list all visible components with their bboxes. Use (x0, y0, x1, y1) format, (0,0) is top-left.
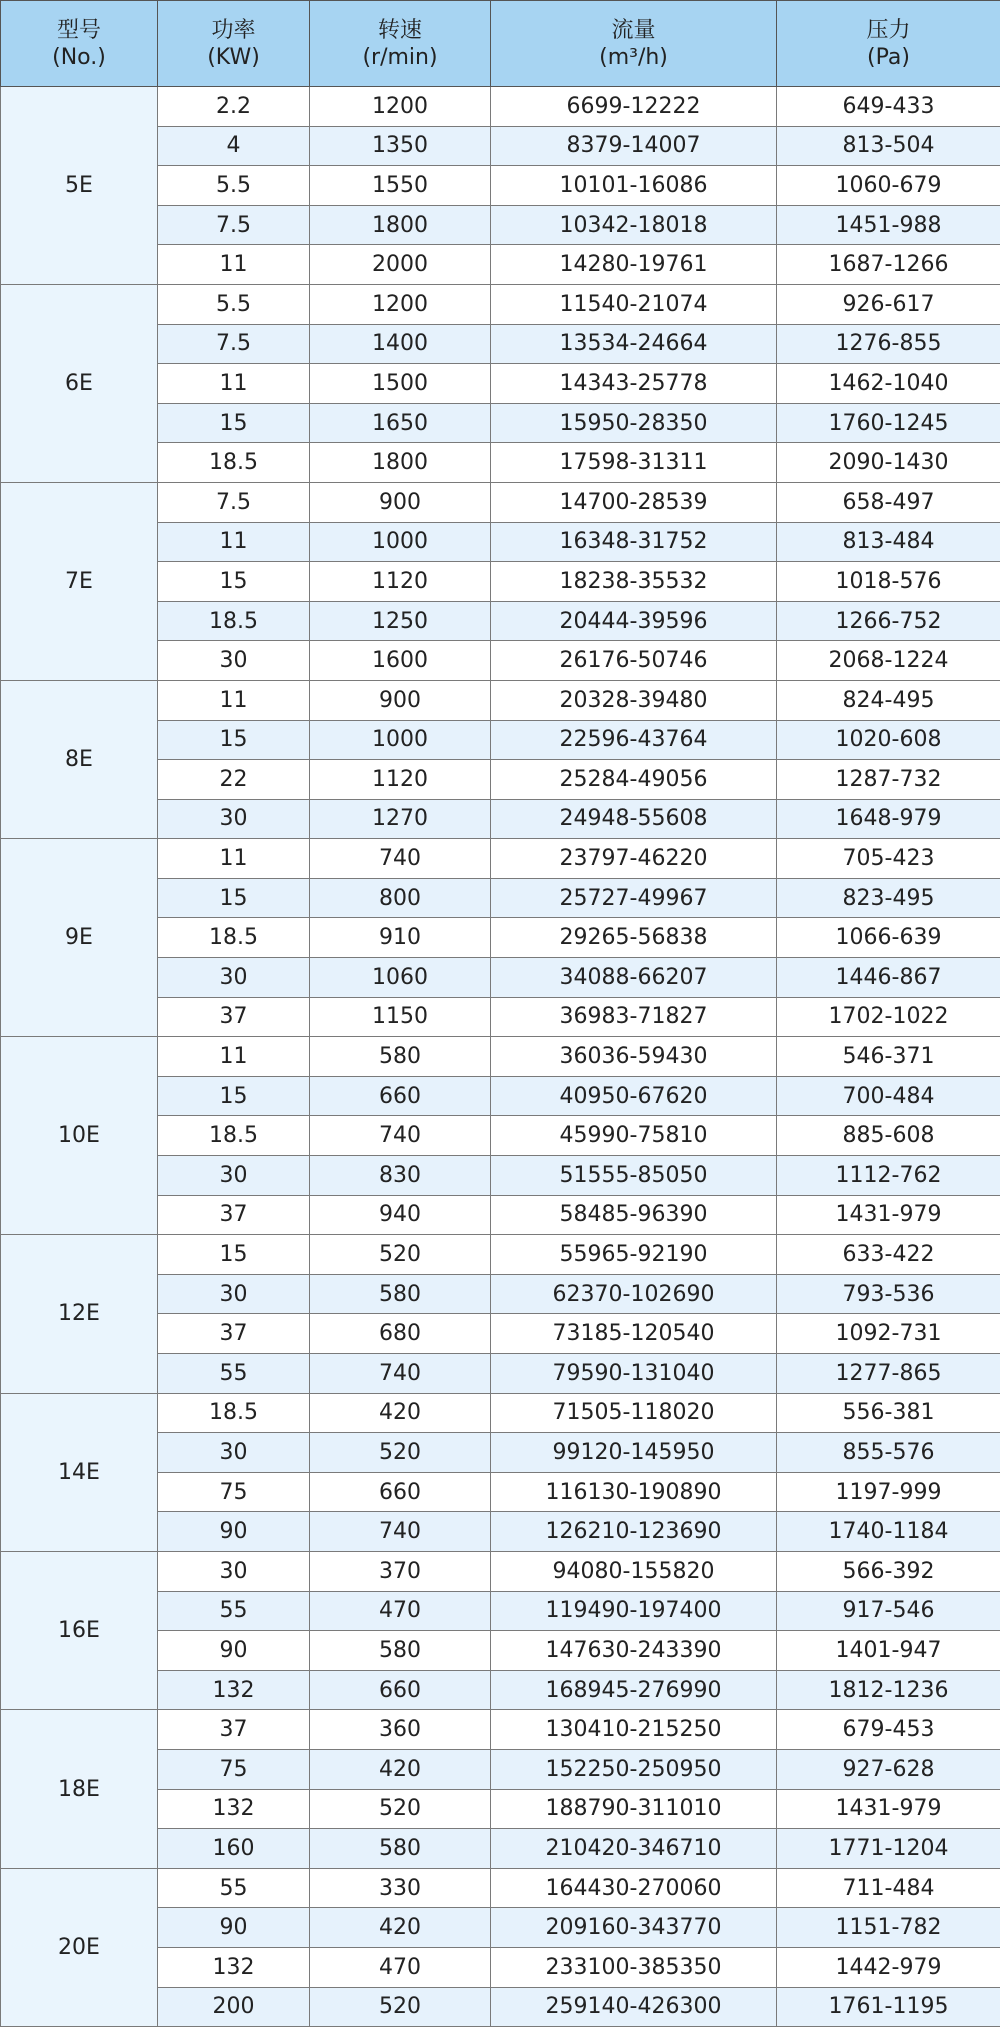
header-pressure-unit: (Pa) (867, 44, 910, 70)
flow-cell: 23797-46220 (491, 839, 777, 879)
flow-cell: 40950-67620 (491, 1076, 777, 1116)
flow-cell: 62370-102690 (491, 1274, 777, 1314)
power-cell: 15 (158, 878, 310, 918)
speed-cell: 370 (310, 1551, 491, 1591)
flow-cell: 34088-66207 (491, 958, 777, 998)
power-cell: 11 (158, 364, 310, 404)
speed-cell: 740 (310, 1512, 491, 1552)
speed-cell: 1800 (310, 205, 491, 245)
table-row (1, 284, 1000, 324)
model-cell: 14E (1, 1393, 158, 1551)
header-row (1, 1, 1000, 87)
power-cell: 7.5 (158, 482, 310, 522)
speed-cell: 580 (310, 1631, 491, 1671)
flow-cell: 58485-96390 (491, 1195, 777, 1235)
speed-cell: 580 (310, 1274, 491, 1314)
power-cell: 11 (158, 245, 310, 285)
flow-cell: 25284-49056 (491, 760, 777, 800)
pressure-cell: 649-433 (777, 87, 1000, 127)
flow-cell: 14343-25778 (491, 364, 777, 404)
power-cell: 30 (158, 1433, 310, 1473)
speed-cell: 660 (310, 1670, 491, 1710)
flow-cell: 13534-24664 (491, 324, 777, 364)
speed-cell: 1400 (310, 324, 491, 364)
pressure-cell: 1462-1040 (777, 364, 1000, 404)
flow-cell: 79590-131040 (491, 1354, 777, 1394)
flow-cell: 20328-39480 (491, 680, 777, 720)
flow-cell: 29265-56838 (491, 918, 777, 958)
speed-cell: 1000 (310, 522, 491, 562)
pressure-cell: 823-495 (777, 878, 1000, 918)
pressure-cell: 1151-782 (777, 1908, 1000, 1948)
flow-cell: 14700-28539 (491, 482, 777, 522)
table-body (1, 87, 1000, 2027)
speed-cell: 1650 (310, 403, 491, 443)
flow-cell: 152250-250950 (491, 1749, 777, 1789)
model-cell: 20E (1, 1868, 158, 2026)
header-speed (310, 1, 491, 87)
flow-cell: 126210-123690 (491, 1512, 777, 1552)
power-cell: 4 (158, 126, 310, 166)
speed-cell: 520 (310, 1789, 491, 1829)
pressure-cell: 926-617 (777, 284, 1000, 324)
header-speed-label: 转速 (377, 17, 422, 43)
model-cell: 12E (1, 1235, 158, 1393)
power-cell: 18.5 (158, 1116, 310, 1156)
flow-cell: 36036-59430 (491, 1037, 777, 1077)
header-power-label: 功率 (211, 17, 256, 43)
power-cell: 37 (158, 1195, 310, 1235)
flow-cell: 8379-14007 (491, 126, 777, 166)
pressure-cell: 658-497 (777, 482, 1000, 522)
flow-cell: 130410-215250 (491, 1710, 777, 1750)
model-cell: 9E (1, 839, 158, 1037)
power-cell: 30 (158, 1274, 310, 1314)
power-cell: 55 (158, 1868, 310, 1908)
pressure-cell: 1761-1195 (777, 1987, 1000, 2027)
flow-cell: 22596-43764 (491, 720, 777, 760)
power-cell: 7.5 (158, 205, 310, 245)
flow-cell: 18238-35532 (491, 562, 777, 602)
power-cell: 132 (158, 1789, 310, 1829)
speed-cell: 520 (310, 1433, 491, 1473)
power-cell: 37 (158, 1710, 310, 1750)
speed-cell: 580 (310, 1829, 491, 1869)
speed-cell: 520 (310, 1235, 491, 1275)
pressure-cell: 1092-731 (777, 1314, 1000, 1354)
flow-cell: 233100-385350 (491, 1947, 777, 1987)
pressure-cell: 1431-979 (777, 1789, 1000, 1829)
header-pressure-label: 压力 (866, 17, 911, 43)
header-power (158, 1, 310, 87)
flow-cell: 6699-12222 (491, 87, 777, 127)
pressure-cell: 1197-999 (777, 1472, 1000, 1512)
flow-cell: 188790-311010 (491, 1789, 777, 1829)
table-row (1, 1037, 1000, 1077)
speed-cell: 740 (310, 1354, 491, 1394)
pressure-cell: 813-504 (777, 126, 1000, 166)
power-cell: 15 (158, 403, 310, 443)
power-cell: 5.5 (158, 166, 310, 206)
speed-cell: 1060 (310, 958, 491, 998)
pressure-cell: 1266-752 (777, 601, 1000, 641)
pressure-cell: 1812-1236 (777, 1670, 1000, 1710)
pressure-cell: 1442-979 (777, 1947, 1000, 1987)
flow-cell: 26176-50746 (491, 641, 777, 681)
flow-cell: 10101-16086 (491, 166, 777, 206)
speed-cell: 1800 (310, 443, 491, 483)
power-cell: 30 (158, 799, 310, 839)
table-row (1, 482, 1000, 522)
speed-cell: 1250 (310, 601, 491, 641)
pressure-cell: 566-392 (777, 1551, 1000, 1591)
model-cell: 18E (1, 1710, 158, 1868)
speed-cell: 360 (310, 1710, 491, 1750)
speed-cell: 1350 (310, 126, 491, 166)
power-cell: 200 (158, 1987, 310, 2027)
model-cell: 16E (1, 1551, 158, 1709)
pressure-cell: 1687-1266 (777, 245, 1000, 285)
flow-cell: 51555-85050 (491, 1156, 777, 1196)
power-cell: 55 (158, 1354, 310, 1394)
speed-cell: 1120 (310, 760, 491, 800)
flow-cell: 36983-71827 (491, 997, 777, 1037)
model-cell: 10E (1, 1037, 158, 1235)
model-cell: 7E (1, 482, 158, 680)
model-cell: 6E (1, 284, 158, 482)
pressure-cell: 556-381 (777, 1393, 1000, 1433)
table-row (1, 1868, 1000, 1908)
table-row (1, 1393, 1000, 1433)
flow-cell: 168945-276990 (491, 1670, 777, 1710)
header-flow-label: 流量 (611, 17, 656, 43)
pressure-cell: 927-628 (777, 1749, 1000, 1789)
pressure-cell: 711-484 (777, 1868, 1000, 1908)
power-cell: 11 (158, 522, 310, 562)
flow-cell: 94080-155820 (491, 1551, 777, 1591)
power-cell: 75 (158, 1749, 310, 1789)
pressure-cell: 546-371 (777, 1037, 1000, 1077)
pressure-cell: 1287-732 (777, 760, 1000, 800)
power-cell: 30 (158, 958, 310, 998)
power-cell: 37 (158, 1314, 310, 1354)
power-cell: 132 (158, 1947, 310, 1987)
power-cell: 18.5 (158, 1393, 310, 1433)
pressure-cell: 1066-639 (777, 918, 1000, 958)
flow-cell: 20444-39596 (491, 601, 777, 641)
speed-cell: 1200 (310, 284, 491, 324)
table-row (1, 839, 1000, 879)
flow-cell: 116130-190890 (491, 1472, 777, 1512)
power-cell: 7.5 (158, 324, 310, 364)
power-cell: 30 (158, 1551, 310, 1591)
header-pressure (777, 1, 1000, 87)
pressure-cell: 1277-865 (777, 1354, 1000, 1394)
pressure-cell: 2068-1224 (777, 641, 1000, 681)
speed-cell: 1270 (310, 799, 491, 839)
flow-cell: 15950-28350 (491, 403, 777, 443)
power-cell: 18.5 (158, 601, 310, 641)
power-cell: 90 (158, 1631, 310, 1671)
flow-cell: 11540-21074 (491, 284, 777, 324)
flow-cell: 147630-243390 (491, 1631, 777, 1671)
power-cell: 160 (158, 1829, 310, 1869)
speed-cell: 680 (310, 1314, 491, 1354)
power-cell: 30 (158, 1156, 310, 1196)
model-cell: 5E (1, 87, 158, 285)
pressure-cell: 1112-762 (777, 1156, 1000, 1196)
pressure-cell: 679-453 (777, 1710, 1000, 1750)
header-model (1, 1, 158, 87)
speed-cell: 470 (310, 1591, 491, 1631)
speed-cell: 1150 (310, 997, 491, 1037)
speed-cell: 330 (310, 1868, 491, 1908)
table-header (1, 1, 1000, 87)
table-row (1, 1710, 1000, 1750)
power-cell: 18.5 (158, 443, 310, 483)
table-row (1, 87, 1000, 127)
power-cell: 5.5 (158, 284, 310, 324)
power-cell: 15 (158, 562, 310, 602)
power-cell: 37 (158, 997, 310, 1037)
flow-cell: 164430-270060 (491, 1868, 777, 1908)
pressure-cell: 824-495 (777, 680, 1000, 720)
power-cell: 15 (158, 1076, 310, 1116)
pressure-cell: 855-576 (777, 1433, 1000, 1473)
pressure-cell: 885-608 (777, 1116, 1000, 1156)
table-row (1, 1551, 1000, 1591)
speed-cell: 940 (310, 1195, 491, 1235)
header-model-label: 型号 (56, 17, 101, 43)
flow-cell: 10342-18018 (491, 205, 777, 245)
header-power-unit: (KW) (207, 44, 260, 70)
pressure-cell: 1740-1184 (777, 1512, 1000, 1552)
pressure-cell: 1018-576 (777, 562, 1000, 602)
power-cell: 22 (158, 760, 310, 800)
power-cell: 18.5 (158, 918, 310, 958)
pressure-cell: 813-484 (777, 522, 1000, 562)
speed-cell: 740 (310, 839, 491, 879)
flow-cell: 17598-31311 (491, 443, 777, 483)
power-cell: 11 (158, 680, 310, 720)
pressure-cell: 1446-867 (777, 958, 1000, 998)
power-cell: 75 (158, 1472, 310, 1512)
table-row (1, 680, 1000, 720)
power-cell: 90 (158, 1512, 310, 1552)
flow-cell: 55965-92190 (491, 1235, 777, 1275)
speed-cell: 1200 (310, 87, 491, 127)
flow-cell: 73185-120540 (491, 1314, 777, 1354)
speed-cell: 830 (310, 1156, 491, 1196)
flow-cell: 14280-19761 (491, 245, 777, 285)
power-cell: 15 (158, 1235, 310, 1275)
pressure-cell: 633-422 (777, 1235, 1000, 1275)
pressure-cell: 1760-1245 (777, 403, 1000, 443)
pressure-cell: 2090-1430 (777, 443, 1000, 483)
speed-cell: 910 (310, 918, 491, 958)
speed-cell: 900 (310, 482, 491, 522)
pressure-cell: 917-546 (777, 1591, 1000, 1631)
pressure-cell: 793-536 (777, 1274, 1000, 1314)
flow-cell: 259140-426300 (491, 1987, 777, 2027)
speed-cell: 420 (310, 1749, 491, 1789)
flow-cell: 71505-118020 (491, 1393, 777, 1433)
speed-cell: 420 (310, 1393, 491, 1433)
power-cell: 15 (158, 720, 310, 760)
speed-cell: 580 (310, 1037, 491, 1077)
pressure-cell: 1401-947 (777, 1631, 1000, 1671)
pressure-cell: 1648-979 (777, 799, 1000, 839)
power-cell: 132 (158, 1670, 310, 1710)
flow-cell: 25727-49967 (491, 878, 777, 918)
header-model-unit: (No.) (52, 44, 106, 70)
header-flow (491, 1, 777, 87)
speed-cell: 800 (310, 878, 491, 918)
speed-cell: 900 (310, 680, 491, 720)
flow-cell: 45990-75810 (491, 1116, 777, 1156)
model-cell: 8E (1, 680, 158, 838)
flow-cell: 16348-31752 (491, 522, 777, 562)
pressure-cell: 1276-855 (777, 324, 1000, 364)
pressure-cell: 1060-679 (777, 166, 1000, 206)
flow-cell: 24948-55608 (491, 799, 777, 839)
pressure-cell: 1702-1022 (777, 997, 1000, 1037)
header-flow-unit: (m³/h) (599, 44, 668, 70)
pressure-cell: 1771-1204 (777, 1829, 1000, 1869)
power-cell: 30 (158, 641, 310, 681)
speed-cell: 740 (310, 1116, 491, 1156)
speed-cell: 1120 (310, 562, 491, 602)
pressure-cell: 700-484 (777, 1076, 1000, 1116)
header-speed-unit: (r/min) (362, 44, 438, 70)
power-cell: 2.2 (158, 87, 310, 127)
speed-cell: 2000 (310, 245, 491, 285)
speed-cell: 1500 (310, 364, 491, 404)
speed-cell: 520 (310, 1987, 491, 2027)
pressure-cell: 1020-608 (777, 720, 1000, 760)
speed-cell: 660 (310, 1472, 491, 1512)
speed-cell: 420 (310, 1908, 491, 1948)
table-row (1, 1235, 1000, 1275)
speed-cell: 660 (310, 1076, 491, 1116)
flow-cell: 99120-145950 (491, 1433, 777, 1473)
pressure-cell: 705-423 (777, 839, 1000, 879)
speed-cell: 470 (310, 1947, 491, 1987)
flow-cell: 209160-343770 (491, 1908, 777, 1948)
flow-cell: 119490-197400 (491, 1591, 777, 1631)
power-cell: 90 (158, 1908, 310, 1948)
power-cell: 11 (158, 839, 310, 879)
flow-cell: 210420-346710 (491, 1829, 777, 1869)
speed-cell: 1600 (310, 641, 491, 681)
pressure-cell: 1431-979 (777, 1195, 1000, 1235)
speed-cell: 1000 (310, 720, 491, 760)
power-cell: 55 (158, 1591, 310, 1631)
pressure-cell: 1451-988 (777, 205, 1000, 245)
power-cell: 11 (158, 1037, 310, 1077)
speed-cell: 1550 (310, 166, 491, 206)
